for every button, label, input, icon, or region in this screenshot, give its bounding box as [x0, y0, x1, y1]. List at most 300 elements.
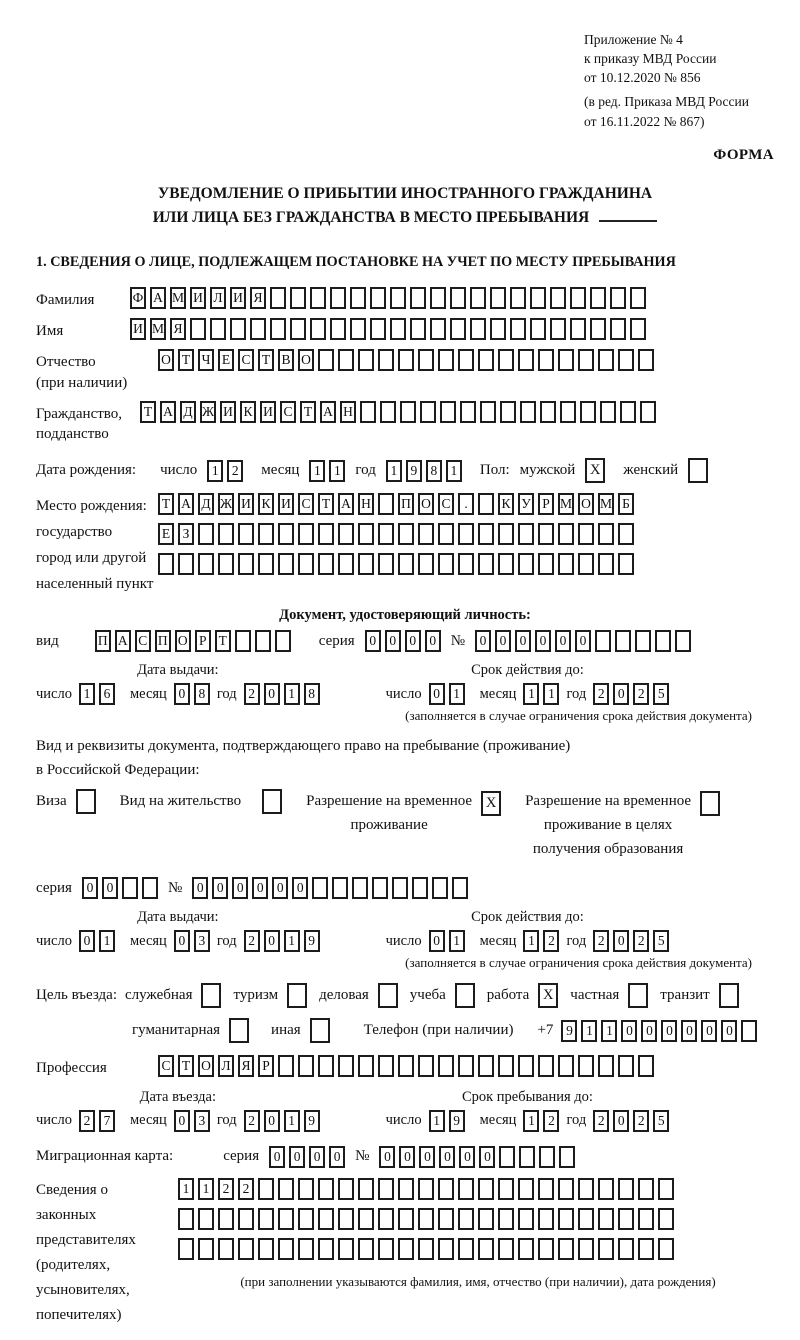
char-cell[interactable]: 1: [523, 930, 539, 952]
char-cell[interactable]: [278, 523, 294, 545]
char-cell[interactable]: 0: [82, 877, 98, 899]
char-cell[interactable]: [578, 1055, 594, 1077]
char-cell[interactable]: 0: [661, 1020, 677, 1042]
char-cell[interactable]: [578, 1208, 594, 1230]
char-cell[interactable]: 1: [284, 1110, 300, 1132]
char-cell[interactable]: 2: [238, 1178, 254, 1200]
char-cell[interactable]: 0: [479, 1146, 495, 1168]
char-cell[interactable]: С: [238, 349, 254, 371]
char-cell[interactable]: [538, 1055, 554, 1077]
char-cell[interactable]: [198, 1238, 214, 1260]
char-cell[interactable]: 0: [701, 1020, 717, 1042]
char-cell[interactable]: Т: [258, 349, 274, 371]
char-cell[interactable]: Д: [198, 493, 214, 515]
char-cell[interactable]: [620, 401, 636, 423]
char-cell[interactable]: [530, 287, 546, 309]
char-cell[interactable]: [418, 523, 434, 545]
char-cell[interactable]: [558, 553, 574, 575]
char-cell[interactable]: 2: [593, 1110, 609, 1132]
char-cell[interactable]: [378, 349, 394, 371]
char-cell[interactable]: Л: [210, 287, 226, 309]
char-cell[interactable]: [499, 1146, 515, 1168]
char-cell[interactable]: Я: [238, 1055, 254, 1077]
char-cell[interactable]: 1: [207, 460, 223, 482]
char-cell[interactable]: [398, 1178, 414, 1200]
char-cell[interactable]: [478, 1055, 494, 1077]
char-cell[interactable]: [440, 401, 456, 423]
char-cell[interactable]: [398, 1055, 414, 1077]
temp-residence-checkbox[interactable]: X: [481, 791, 501, 816]
char-cell[interactable]: 0: [495, 630, 511, 652]
char-cell[interactable]: О: [158, 349, 174, 371]
char-cell[interactable]: Ч: [198, 349, 214, 371]
char-cell[interactable]: Л: [218, 1055, 234, 1077]
study-checkbox[interactable]: [455, 983, 475, 1008]
char-cell[interactable]: [378, 553, 394, 575]
char-cell[interactable]: [618, 553, 634, 575]
char-cell[interactable]: [310, 318, 326, 340]
char-cell[interactable]: 8: [304, 683, 320, 705]
char-cell[interactable]: 0: [79, 930, 95, 952]
char-cell[interactable]: А: [320, 401, 336, 423]
char-cell[interactable]: [490, 318, 506, 340]
char-cell[interactable]: 2: [593, 683, 609, 705]
char-cell[interactable]: И: [130, 318, 146, 340]
char-cell[interactable]: 0: [192, 877, 208, 899]
char-cell[interactable]: 0: [535, 630, 551, 652]
char-cell[interactable]: 2: [244, 930, 260, 952]
char-cell[interactable]: [538, 523, 554, 545]
char-cell[interactable]: 1: [284, 930, 300, 952]
char-cell[interactable]: [250, 318, 266, 340]
char-cell[interactable]: [398, 1208, 414, 1230]
char-cell[interactable]: [410, 287, 426, 309]
char-cell[interactable]: [352, 877, 368, 899]
char-cell[interactable]: [598, 1208, 614, 1230]
char-cell[interactable]: 0: [365, 630, 381, 652]
char-cell[interactable]: 1: [79, 683, 95, 705]
char-cell[interactable]: 1: [449, 930, 465, 952]
char-cell[interactable]: 0: [575, 630, 591, 652]
char-cell[interactable]: О: [418, 493, 434, 515]
char-cell[interactable]: [255, 630, 271, 652]
char-cell[interactable]: [122, 877, 138, 899]
char-cell[interactable]: 0: [555, 630, 571, 652]
char-cell[interactable]: М: [150, 318, 166, 340]
char-cell[interactable]: С: [135, 630, 151, 652]
char-cell[interactable]: М: [558, 493, 574, 515]
char-cell[interactable]: [350, 287, 366, 309]
char-cell[interactable]: У: [518, 493, 534, 515]
char-cell[interactable]: 2: [227, 460, 243, 482]
char-cell[interactable]: [318, 1178, 334, 1200]
char-cell[interactable]: [519, 1146, 535, 1168]
char-cell[interactable]: Ф: [130, 287, 146, 309]
char-cell[interactable]: 0: [681, 1020, 697, 1042]
work-checkbox[interactable]: X: [538, 983, 558, 1008]
char-cell[interactable]: [270, 287, 286, 309]
char-cell[interactable]: [640, 401, 656, 423]
char-cell[interactable]: [658, 1238, 674, 1260]
char-cell[interactable]: [580, 401, 596, 423]
char-cell[interactable]: [378, 523, 394, 545]
char-cell[interactable]: [412, 877, 428, 899]
char-cell[interactable]: [500, 401, 516, 423]
char-cell[interactable]: [142, 877, 158, 899]
char-cell[interactable]: О: [298, 349, 314, 371]
char-cell[interactable]: [452, 877, 468, 899]
char-cell[interactable]: 1: [329, 460, 345, 482]
char-cell[interactable]: [358, 523, 374, 545]
char-cell[interactable]: [238, 1208, 254, 1230]
char-cell[interactable]: [158, 553, 174, 575]
char-cell[interactable]: [618, 349, 634, 371]
official-checkbox[interactable]: [201, 983, 221, 1008]
char-cell[interactable]: [298, 1178, 314, 1200]
char-cell[interactable]: И: [260, 401, 276, 423]
char-cell[interactable]: [178, 1238, 194, 1260]
char-cell[interactable]: [498, 1238, 514, 1260]
char-cell[interactable]: [478, 523, 494, 545]
char-cell[interactable]: [235, 630, 251, 652]
char-cell[interactable]: 0: [385, 630, 401, 652]
char-cell[interactable]: 1: [386, 460, 402, 482]
char-cell[interactable]: С: [298, 493, 314, 515]
char-cell[interactable]: [558, 1178, 574, 1200]
char-cell[interactable]: П: [155, 630, 171, 652]
char-cell[interactable]: [458, 1178, 474, 1200]
char-cell[interactable]: [290, 287, 306, 309]
char-cell[interactable]: 1: [429, 1110, 445, 1132]
char-cell[interactable]: [358, 1208, 374, 1230]
char-cell[interactable]: [598, 349, 614, 371]
char-cell[interactable]: [558, 1055, 574, 1077]
char-cell[interactable]: [460, 401, 476, 423]
char-cell[interactable]: 0: [174, 930, 190, 952]
char-cell[interactable]: [358, 1055, 374, 1077]
char-cell[interactable]: М: [598, 493, 614, 515]
char-cell[interactable]: [560, 401, 576, 423]
char-cell[interactable]: 0: [475, 630, 491, 652]
char-cell[interactable]: [518, 1208, 534, 1230]
char-cell[interactable]: .: [458, 493, 474, 515]
char-cell[interactable]: 0: [399, 1146, 415, 1168]
char-cell[interactable]: [238, 553, 254, 575]
char-cell[interactable]: 0: [272, 877, 288, 899]
char-cell[interactable]: [198, 1208, 214, 1230]
char-cell[interactable]: [210, 318, 226, 340]
char-cell[interactable]: [218, 553, 234, 575]
char-cell[interactable]: [539, 1146, 555, 1168]
char-cell[interactable]: [578, 523, 594, 545]
char-cell[interactable]: [450, 318, 466, 340]
char-cell[interactable]: 0: [329, 1146, 345, 1168]
char-cell[interactable]: Т: [318, 493, 334, 515]
tourism-checkbox[interactable]: [287, 983, 307, 1008]
char-cell[interactable]: [178, 553, 194, 575]
char-cell[interactable]: [558, 1208, 574, 1230]
char-cell[interactable]: [675, 630, 691, 652]
char-cell[interactable]: [538, 1238, 554, 1260]
char-cell[interactable]: 0: [292, 877, 308, 899]
char-cell[interactable]: [418, 1055, 434, 1077]
char-cell[interactable]: 0: [289, 1146, 305, 1168]
char-cell[interactable]: [510, 287, 526, 309]
char-cell[interactable]: [558, 1238, 574, 1260]
char-cell[interactable]: 8: [194, 683, 210, 705]
char-cell[interactable]: [655, 630, 671, 652]
char-cell[interactable]: 2: [543, 930, 559, 952]
char-cell[interactable]: [450, 287, 466, 309]
char-cell[interactable]: [390, 287, 406, 309]
char-cell[interactable]: [438, 523, 454, 545]
char-cell[interactable]: [598, 1238, 614, 1260]
char-cell[interactable]: [338, 349, 354, 371]
char-cell[interactable]: [258, 523, 274, 545]
char-cell[interactable]: [310, 287, 326, 309]
char-cell[interactable]: [358, 553, 374, 575]
char-cell[interactable]: Е: [158, 523, 174, 545]
char-cell[interactable]: 7: [99, 1110, 115, 1132]
char-cell[interactable]: Ж: [218, 493, 234, 515]
char-cell[interactable]: [270, 318, 286, 340]
char-cell[interactable]: [218, 1238, 234, 1260]
char-cell[interactable]: [318, 553, 334, 575]
char-cell[interactable]: [538, 1178, 554, 1200]
char-cell[interactable]: [190, 318, 206, 340]
char-cell[interactable]: [378, 1178, 394, 1200]
char-cell[interactable]: 1: [581, 1020, 597, 1042]
char-cell[interactable]: [350, 318, 366, 340]
char-cell[interactable]: [610, 287, 626, 309]
char-cell[interactable]: [618, 523, 634, 545]
char-cell[interactable]: [258, 1238, 274, 1260]
char-cell[interactable]: [420, 401, 436, 423]
char-cell[interactable]: 0: [309, 1146, 325, 1168]
char-cell[interactable]: 2: [244, 683, 260, 705]
char-cell[interactable]: А: [115, 630, 131, 652]
char-cell[interactable]: 1: [99, 930, 115, 952]
char-cell[interactable]: [635, 630, 651, 652]
char-cell[interactable]: 0: [515, 630, 531, 652]
char-cell[interactable]: О: [578, 493, 594, 515]
char-cell[interactable]: [398, 1238, 414, 1260]
char-cell[interactable]: [538, 553, 554, 575]
char-cell[interactable]: Б: [618, 493, 634, 515]
char-cell[interactable]: [418, 1208, 434, 1230]
char-cell[interactable]: [418, 1178, 434, 1200]
char-cell[interactable]: [278, 1055, 294, 1077]
char-cell[interactable]: [238, 1238, 254, 1260]
char-cell[interactable]: Р: [538, 493, 554, 515]
char-cell[interactable]: 2: [633, 930, 649, 952]
char-cell[interactable]: 5: [653, 683, 669, 705]
char-cell[interactable]: [275, 630, 291, 652]
char-cell[interactable]: [598, 1178, 614, 1200]
char-cell[interactable]: Т: [158, 493, 174, 515]
char-cell[interactable]: Т: [140, 401, 156, 423]
char-cell[interactable]: 0: [264, 1110, 280, 1132]
char-cell[interactable]: И: [230, 287, 246, 309]
char-cell[interactable]: 9: [304, 1110, 320, 1132]
char-cell[interactable]: 0: [379, 1146, 395, 1168]
char-cell[interactable]: Я: [170, 318, 186, 340]
char-cell[interactable]: [230, 318, 246, 340]
char-cell[interactable]: [638, 1178, 654, 1200]
char-cell[interactable]: Д: [180, 401, 196, 423]
char-cell[interactable]: [458, 523, 474, 545]
char-cell[interactable]: [392, 877, 408, 899]
char-cell[interactable]: [418, 1238, 434, 1260]
char-cell[interactable]: [380, 401, 396, 423]
char-cell[interactable]: 1: [284, 683, 300, 705]
char-cell[interactable]: [218, 523, 234, 545]
char-cell[interactable]: [618, 1208, 634, 1230]
char-cell[interactable]: [278, 1238, 294, 1260]
char-cell[interactable]: [598, 523, 614, 545]
char-cell[interactable]: [478, 553, 494, 575]
char-cell[interactable]: 1: [449, 683, 465, 705]
char-cell[interactable]: [630, 287, 646, 309]
char-cell[interactable]: [478, 493, 494, 515]
char-cell[interactable]: 5: [653, 930, 669, 952]
char-cell[interactable]: [558, 349, 574, 371]
char-cell[interactable]: [550, 318, 566, 340]
char-cell[interactable]: [478, 1238, 494, 1260]
char-cell[interactable]: И: [238, 493, 254, 515]
char-cell[interactable]: [338, 553, 354, 575]
char-cell[interactable]: [598, 553, 614, 575]
char-cell[interactable]: [298, 523, 314, 545]
char-cell[interactable]: [618, 1055, 634, 1077]
char-cell[interactable]: [518, 553, 534, 575]
char-cell[interactable]: [338, 1208, 354, 1230]
char-cell[interactable]: П: [95, 630, 111, 652]
char-cell[interactable]: 1: [523, 1110, 539, 1132]
char-cell[interactable]: Н: [358, 493, 374, 515]
char-cell[interactable]: Я: [250, 287, 266, 309]
char-cell[interactable]: 8: [426, 460, 442, 482]
char-cell[interactable]: [298, 553, 314, 575]
char-cell[interactable]: [398, 523, 414, 545]
char-cell[interactable]: [332, 877, 348, 899]
char-cell[interactable]: [438, 1178, 454, 1200]
char-cell[interactable]: [570, 318, 586, 340]
char-cell[interactable]: З: [178, 523, 194, 545]
char-cell[interactable]: [630, 318, 646, 340]
char-cell[interactable]: С: [438, 493, 454, 515]
char-cell[interactable]: 0: [459, 1146, 475, 1168]
char-cell[interactable]: 9: [561, 1020, 577, 1042]
char-cell[interactable]: 2: [633, 683, 649, 705]
char-cell[interactable]: [330, 287, 346, 309]
char-cell[interactable]: 2: [79, 1110, 95, 1132]
char-cell[interactable]: 0: [429, 930, 445, 952]
char-cell[interactable]: [400, 401, 416, 423]
char-cell[interactable]: [558, 523, 574, 545]
char-cell[interactable]: [480, 401, 496, 423]
char-cell[interactable]: [358, 1178, 374, 1200]
char-cell[interactable]: [430, 287, 446, 309]
char-cell[interactable]: [312, 877, 328, 899]
char-cell[interactable]: 0: [613, 1110, 629, 1132]
char-cell[interactable]: [370, 287, 386, 309]
char-cell[interactable]: [658, 1178, 674, 1200]
char-cell[interactable]: 0: [232, 877, 248, 899]
char-cell[interactable]: 0: [641, 1020, 657, 1042]
char-cell[interactable]: А: [178, 493, 194, 515]
char-cell[interactable]: [198, 523, 214, 545]
char-cell[interactable]: [518, 1238, 534, 1260]
char-cell[interactable]: [600, 401, 616, 423]
char-cell[interactable]: [618, 1238, 634, 1260]
char-cell[interactable]: 0: [621, 1020, 637, 1042]
char-cell[interactable]: 9: [449, 1110, 465, 1132]
char-cell[interactable]: [338, 523, 354, 545]
char-cell[interactable]: [478, 349, 494, 371]
char-cell[interactable]: [318, 1055, 334, 1077]
gender-male-checkbox[interactable]: X: [585, 458, 605, 483]
char-cell[interactable]: [418, 553, 434, 575]
char-cell[interactable]: [458, 553, 474, 575]
char-cell[interactable]: [595, 630, 611, 652]
char-cell[interactable]: [638, 349, 654, 371]
char-cell[interactable]: [318, 1238, 334, 1260]
char-cell[interactable]: [198, 553, 214, 575]
char-cell[interactable]: 1: [601, 1020, 617, 1042]
char-cell[interactable]: [390, 318, 406, 340]
char-cell[interactable]: [520, 401, 536, 423]
char-cell[interactable]: Т: [215, 630, 231, 652]
char-cell[interactable]: 0: [613, 930, 629, 952]
char-cell[interactable]: 9: [304, 930, 320, 952]
char-cell[interactable]: [372, 877, 388, 899]
char-cell[interactable]: [498, 1178, 514, 1200]
char-cell[interactable]: 0: [264, 930, 280, 952]
char-cell[interactable]: [518, 1055, 534, 1077]
char-cell[interactable]: [398, 349, 414, 371]
char-cell[interactable]: [178, 1208, 194, 1230]
transit-checkbox[interactable]: [719, 983, 739, 1008]
char-cell[interactable]: [258, 1178, 274, 1200]
char-cell[interactable]: [638, 1055, 654, 1077]
char-cell[interactable]: [278, 1208, 294, 1230]
char-cell[interactable]: [278, 1178, 294, 1200]
char-cell[interactable]: 2: [593, 930, 609, 952]
char-cell[interactable]: [330, 318, 346, 340]
char-cell[interactable]: [378, 1208, 394, 1230]
char-cell[interactable]: А: [338, 493, 354, 515]
char-cell[interactable]: 1: [446, 460, 462, 482]
char-cell[interactable]: [498, 1055, 514, 1077]
char-cell[interactable]: [598, 1055, 614, 1077]
char-cell[interactable]: [490, 287, 506, 309]
char-cell[interactable]: 0: [264, 683, 280, 705]
char-cell[interactable]: 0: [419, 1146, 435, 1168]
char-cell[interactable]: 1: [523, 683, 539, 705]
char-cell[interactable]: [618, 1178, 634, 1200]
char-cell[interactable]: [358, 349, 374, 371]
char-cell[interactable]: [378, 493, 394, 515]
char-cell[interactable]: [518, 349, 534, 371]
char-cell[interactable]: [438, 349, 454, 371]
char-cell[interactable]: [470, 287, 486, 309]
char-cell[interactable]: [550, 287, 566, 309]
char-cell[interactable]: [290, 318, 306, 340]
char-cell[interactable]: [478, 1178, 494, 1200]
char-cell[interactable]: [338, 1238, 354, 1260]
char-cell[interactable]: [298, 1208, 314, 1230]
